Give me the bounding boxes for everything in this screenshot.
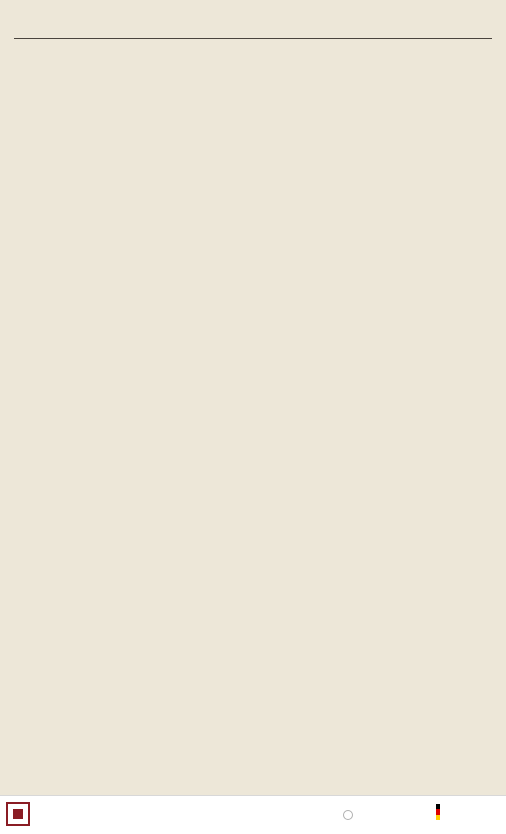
library-logo-icon[interactable] <box>6 802 30 826</box>
partner-logo-icon <box>343 810 353 820</box>
german-flag-icon <box>436 804 440 820</box>
header-rule <box>14 38 492 39</box>
viewer-footer-bar <box>0 795 506 834</box>
page-header <box>0 14 506 38</box>
